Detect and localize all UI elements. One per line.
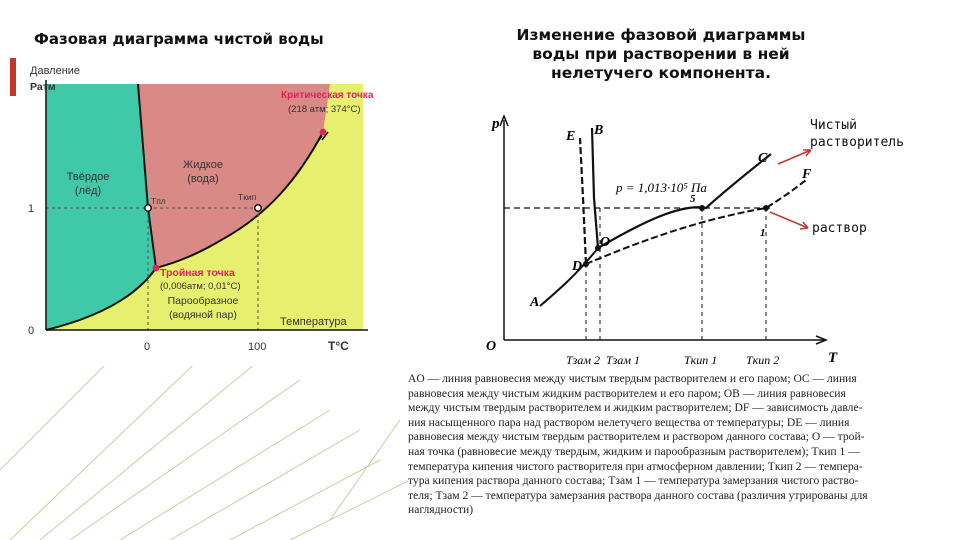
- right-panel-title: Изменение фазовой диаграммы воды при растворении в ней нелетучего компонента.: [516, 26, 806, 82]
- x-tick-0: 0: [144, 341, 151, 353]
- pressure-label: p = 1,013·10⁵ Па: [616, 180, 707, 195]
- solid-region-label: Твёрдое: [66, 171, 110, 183]
- vapor-region-label: Парообразное: [167, 295, 239, 307]
- label-B: B: [594, 123, 604, 138]
- y-axis-label: Давление: [30, 65, 81, 77]
- y-tick-1: 1: [28, 203, 35, 215]
- caption-line: равновесия между чистым жидким растворителем и его паром; OB — линия равновесия: [408, 386, 846, 400]
- caption-line: AO — линия равновесия между чистым твердым растворителем и его паром; OC — линия: [408, 372, 857, 385]
- t-melt-label: Tпл: [151, 196, 166, 206]
- svg-text:(вода): (вода): [187, 173, 219, 185]
- svg-text:(218 атм; 374°C): (218 атм; 374°C): [288, 104, 361, 115]
- caption-line: тура кипения раствора данного состава; Tзам 1 — температура замерзания чистого раство-: [408, 474, 859, 488]
- caption-line: ная точка (равновесие между твердым, жидким и парообразным растворителем); Tкип 1 —: [408, 444, 860, 458]
- caption-line: наглядности): [408, 503, 474, 517]
- x-axis-label: Температура: [280, 316, 347, 328]
- point-5: [699, 205, 705, 211]
- svg-text:(водяной пар): (водяной пар): [169, 309, 237, 321]
- label-5: 5: [690, 193, 696, 205]
- solution-callout: раствор: [812, 221, 867, 236]
- label-D: D: [572, 259, 583, 274]
- t-boil-1: Tкип 1: [684, 353, 718, 367]
- label-C: C: [758, 151, 768, 166]
- triple-point-marker: [153, 265, 160, 272]
- left-panel-title: Фазовая диаграмма чистой воды: [34, 30, 324, 48]
- label-O: O: [600, 235, 611, 250]
- critical-point-marker: [320, 129, 327, 136]
- t-boil-2: Tкип 2: [746, 353, 780, 367]
- x-axis-unit: T°C: [328, 339, 349, 353]
- y-axis-unit: Ратм: [30, 81, 56, 93]
- point-1: [763, 205, 769, 211]
- caption-line: теля; Tзам 2 — температура замерзания раствора данного состава (различия утрированы для: [408, 488, 868, 502]
- t-boil-label: Tкип: [238, 192, 257, 202]
- caption-line: равновесия между чистым твердым растворителем и раствором данного состава; O — трой-: [408, 430, 865, 444]
- p-axis-label: p: [492, 116, 500, 132]
- pure-solvent-callout: Чистый растворитель: [810, 118, 904, 150]
- water-phase-diagram: [18, 54, 398, 366]
- critical-point-label: Критическая точка: [281, 90, 374, 101]
- label-A: A: [530, 295, 540, 310]
- liquid-region-label: Жидкое: [183, 159, 223, 171]
- figure-caption: [408, 372, 952, 534]
- boiling-point-marker: [255, 205, 261, 211]
- y-tick-0: 0: [28, 325, 35, 337]
- caption-line: между чистым твердым растворителем и жидким растворителем; DF — зависимость давле-: [408, 401, 863, 415]
- t-freeze-1: Tзам 1: [606, 353, 641, 367]
- accent-bar: [10, 58, 16, 96]
- label-F: F: [802, 167, 812, 182]
- svg-text:(0,006атм; 0,01°C): (0,006атм; 0,01°C): [160, 281, 241, 292]
- triple-point-label: Тройная точка: [160, 267, 235, 279]
- label-1: 1: [760, 227, 766, 239]
- svg-text:(лёд): (лёд): [74, 185, 102, 197]
- t-freeze-2: Tзам 2: [566, 353, 601, 367]
- point-D: [583, 261, 589, 267]
- label-E: E: [566, 129, 576, 144]
- origin-label: O: [486, 339, 497, 354]
- solution-phase-diagram: [466, 108, 856, 370]
- t-axis-label: T: [828, 350, 838, 366]
- caption-line: температура кипения чистого растворителя при атмосферном давлении; Tкип 2 — темпера-: [408, 459, 863, 473]
- x-tick-100: 100: [248, 341, 267, 353]
- caption-line: ния насыщенного пара над раствором нелетучего вещества от температуры; DE — линия: [408, 415, 850, 429]
